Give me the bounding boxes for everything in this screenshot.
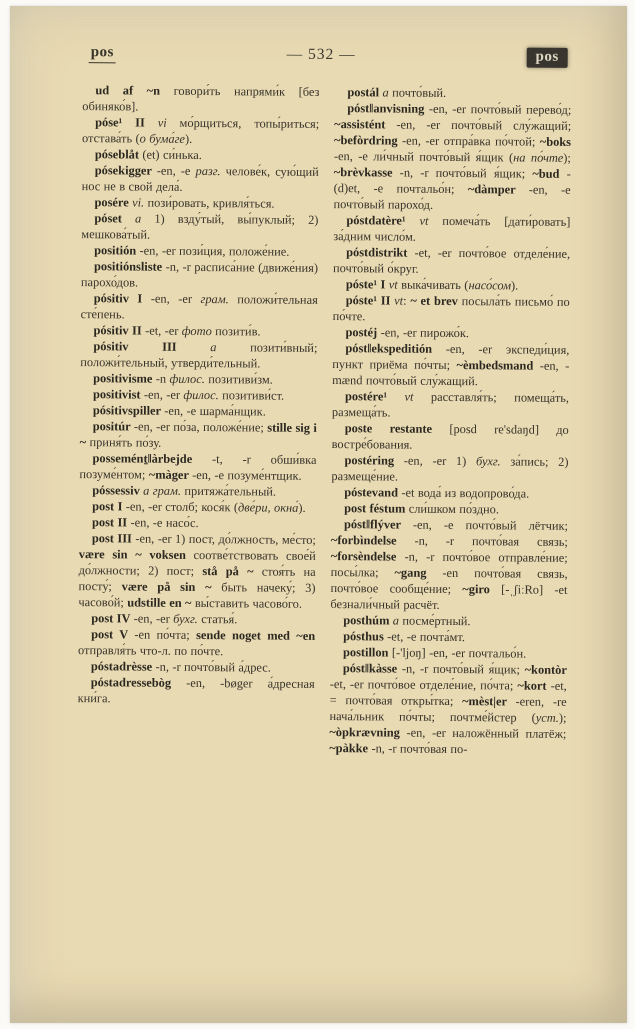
dictionary-entry: pósitiv II -et, -er фото позити́в. xyxy=(93,323,261,339)
dictionary-entry: pósitiv I -en, -er грам. положи́тельная сте́пень. xyxy=(80,291,318,322)
dictionary-entry: póst‖anvisning -en, -er почто́вый перево́д; ~assistént -en, -er почто́вый слу́жащий; ~befòrdring -en, -er отпра́вка по́чтой; ~boks -en, -e ли́чный почто́вый я́щик (на по́чте); ~brèvkasse -n, -r почто́вый я́щик; ~bud -(d)et, -e почтальо́н; ~dàmper -en, -e почто́вый парохо́д. xyxy=(333,101,572,212)
dictionary-entry: post II -en, -e насо́с. xyxy=(91,515,199,531)
dictionary-entry: posére vi. пози́ровать, кривля́ться. xyxy=(94,195,275,211)
dictionary-entry: póssessiv a грам. притяжа́тельный. xyxy=(92,483,277,499)
dictionary-entry: postére¹ vt расставля́ть; помеща́ть, размеща́ть. xyxy=(331,389,570,420)
dictionary-entry: postéj -en, -er пирожо́к. xyxy=(345,325,470,341)
right-column xyxy=(329,84,571,758)
dictionary-entry: pósthus -et, -e почта́мт. xyxy=(343,629,466,645)
header-guideword-right: pos xyxy=(526,48,567,68)
dictionary-entry: póseblåt (et) си́нька. xyxy=(94,147,202,163)
dictionary-entry: póstadressebòg -en, -bøger а́дресная кни́га. xyxy=(77,675,315,706)
dictionary-entry: póstadrèsse -n, -r почто́вый а́дрес. xyxy=(90,659,271,675)
dictionary-entry: post féstum сли́шком по́здно. xyxy=(344,501,500,517)
page-content xyxy=(77,44,572,758)
dictionary-entry: positúr -en, -er по́за, положе́ние; stille sig i ~ приня́ть по́зу. xyxy=(79,419,317,450)
dictionary-entry: post V -en по́чта; sende noget med ~en отправля́ть что-л. по по́чте. xyxy=(77,627,316,659)
dictionary-entry: póse¹ II vi мо́рщиться, топы́риться; отстава́ть (о бума́ге). xyxy=(82,115,320,146)
dictionary-entry: positión -en, -er пози́ция, положе́ние. xyxy=(94,243,290,259)
dictionary-entry: pósitivspiller -en, -e шарма́нщик. xyxy=(92,403,266,419)
page-number: — 532 — xyxy=(286,45,356,64)
dictionary-entry: posthúm a посме́ртный. xyxy=(343,613,471,629)
dictionary-entry: post I -en, -er столб; кося́к (две́ри, окна́). xyxy=(92,499,306,515)
dictionary-entry: postéring -en, -er 1) бухг. за́пись; 2) размеще́ние. xyxy=(331,453,569,484)
dictionary-entry: pósitiv III a позити́вный; положи́тельный, утверди́тельный. xyxy=(80,339,318,371)
dictionary-entry: positiónsliste -n, -r расписа́ние (движе́ния) парохо́дов. xyxy=(80,259,319,290)
dictionary-entry: póst‖ekspeditión -en, -er экспеди́ция, пункт приёма по́чты; ~èmbedsmand -en, -mænd почто́вый слу́жащий. xyxy=(332,341,570,389)
dictionary-entry: ud af ~n говори́ть напрями́к [без обиняко́в]. xyxy=(82,83,320,114)
dictionary-entry: pósekigger -en, -e разг. челове́к, сую́щий нос не в свой дела́. xyxy=(81,163,319,194)
left-column xyxy=(77,82,319,756)
dictionary-entry: post III -en, -er 1) пост, до́лжность, ме́сто; være sin ~ voksen соотве́тствовать свое́й до́лжности; 2) пост; stå på ~ стоя́ть на посту́; være på sin ~ быть начеку́; 3) часово́й; udstille en ~ вы́ставить часово́го. xyxy=(78,531,316,611)
dictionary-page xyxy=(10,6,627,1023)
dictionary-entry: póst‖flýver -en, -e почто́вый лётчик; ~forbìndelse -n, -r почто́вая связь; ~forsèndelse -n, -r почто́вое отправле́ние; посы́лка; ~gang -en почто́вая связь, почто́вое сообще́ние; ~giro [-ˌʃiːRo] -et безнали́чный расчёт. xyxy=(330,517,569,612)
dictionary-entry: póstdistrikt -et, -er почто́вое отделе́ние, почто́вый о́круг. xyxy=(332,245,571,276)
dictionary-entry: postál a почто́вый. xyxy=(347,85,447,100)
dictionary-entry: póstevand -et вода́ из водопрово́да. xyxy=(344,485,530,501)
page-header xyxy=(89,44,568,68)
dictionary-entry: póste¹ II vt: ~ et brev посыла́ть письмо́ по по́чте. xyxy=(332,293,570,324)
dictionary-entry: positivisme -n филос. позитиви́зм. xyxy=(93,371,273,387)
dictionary-entry: póste¹ I vt выка́чивать (насо́сом). xyxy=(345,277,519,293)
dictionary-entry: póst‖kàsse -n, -r почто́вый я́щик; ~kontòr -et, -er почто́вое отделе́ние, по́чта; ~kort -et, = почто́вая откры́тка; ~mèst|er -eren, -re нача́льник по́чты; почтме́йстер (уст.); ~òpkrævning -en, -er наложённый платёж; ~pàkke -n, -r почто́вая по- xyxy=(329,661,567,757)
dictionary-entry: postillon [-'ljoŋ] -en, -er почтальо́н. xyxy=(342,645,527,661)
dictionary-entry: post IV -en, -er бухг. статья́. xyxy=(91,611,238,627)
dictionary-columns xyxy=(77,82,571,758)
dictionary-entry: positivist -en, -er филос. позитиви́ст. xyxy=(92,387,285,403)
dictionary-entry: poste restante [posd re'sdaŋd] до востре́бования. xyxy=(331,421,569,452)
dictionary-entry: póset a 1) взду́тый, вы́пуклый; 2) мешкова́тый. xyxy=(81,211,319,242)
header-guideword-left: pos xyxy=(89,44,116,63)
dictionary-entry: posseménṯ‖àrbejde -t, -r обши́вка позуме́нтом; ~màger -en, -e позуме́нтщик. xyxy=(79,451,317,483)
dictionary-entry: póstdatère¹ vt помеча́ть [дати́ровать] за́дним число́м. xyxy=(333,213,571,244)
